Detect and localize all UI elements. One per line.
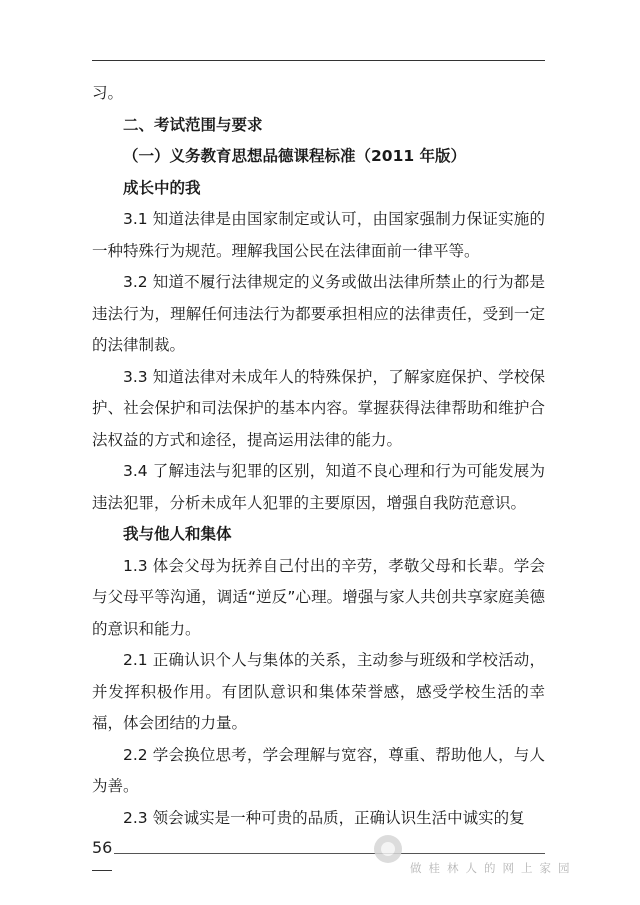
paragraph-3-4: 3.4 了解违法与犯罪的区别，知道不良心理和行为可能发展为违法犯罪，分析未成年人犯罪的主要原因，增强自我防范意识。	[92, 462, 545, 512]
paragraph-3-1: 3.1 知道法律是由国家制定或认可，由国家强制力保证实施的一种特殊行为规范。理解我国公民在法律面前一律平等。	[92, 210, 545, 260]
paragraph-2-1: 2.1 正确认识个人与集体的关系，主动参与班级和学校活动，并发挥积极作用。有团队意识和集体荣誉感，感受学校生活的幸福，体会团结的力量。	[92, 651, 545, 732]
paragraph-2-2: 2.2 学会换位思考，学会理解与宽容，尊重、帮助他人，与人为善。	[92, 745, 545, 795]
paragraph-3-2: 3.2 知道不履行法律规定的义务或做出法律所禁止的行为都是违法行为，理解任何违法行为都要承担相应的法律责任，受到一定的法律制裁。	[92, 273, 545, 354]
page-number: 56	[92, 838, 113, 857]
topic-heading-others: 我与他人和集体	[123, 525, 232, 543]
watermark-logo-icon	[374, 835, 402, 863]
paragraph-continuation: 习。	[92, 84, 124, 102]
watermark-text: 做桂林人的网上家园	[410, 861, 577, 875]
subsection-heading: （一）义务教育思想品德课程标准（2011 年版）	[123, 147, 467, 165]
section-heading: 二、考试范围与要求	[123, 115, 263, 134]
document-body	[92, 78, 545, 834]
page-number-underline	[92, 870, 112, 871]
header-rule	[92, 60, 545, 61]
footer-rule	[92, 853, 545, 854]
paragraph-1-3: 1.3 体会父母为抚养自己付出的辛劳，孝敬父母和长辈。学会与父母平等沟通，调适“逆反”心理。增强与家人共创共享家庭美德的意识和能力。	[92, 556, 545, 638]
paragraph-2-3: 2.3 领会诚实是一种可贵的品质，正确认识生活中诚实的复	[123, 808, 525, 827]
topic-heading-growth: 成长中的我	[123, 178, 201, 197]
paragraph-3-3: 3.3 知道法律对未成年人的特殊保护，了解家庭保护、学校保护、社会保护和司法保护的基本内容。掌握获得法律帮助和维护合法权益的方式和途径，提高运用法律的能力。	[92, 367, 545, 449]
